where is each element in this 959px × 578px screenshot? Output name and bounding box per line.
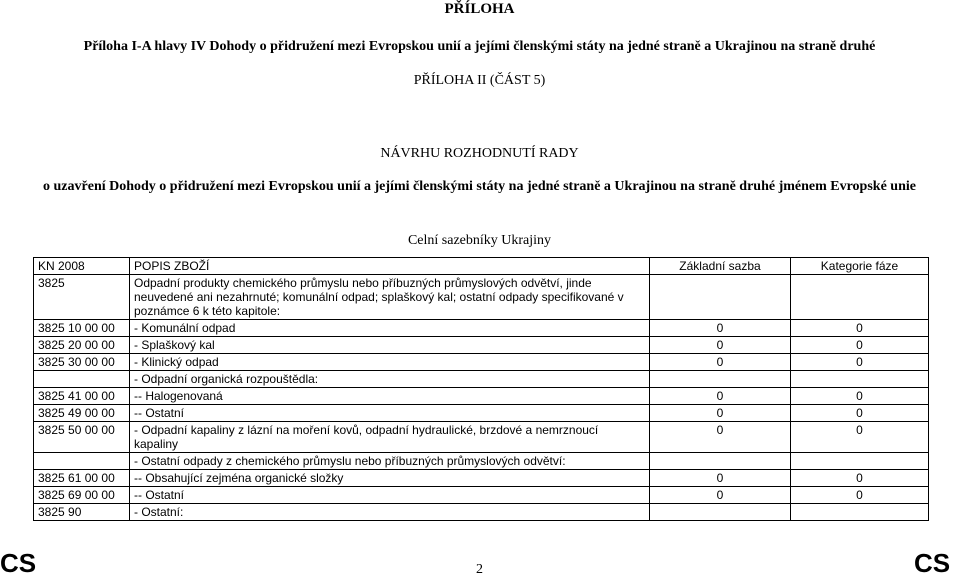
staging-category-cell bbox=[791, 453, 929, 470]
base-rate-cell: 0 bbox=[650, 405, 791, 422]
goods-description-cell: -- Ostatní bbox=[130, 405, 650, 422]
column-header-kn: KN 2008 bbox=[34, 258, 130, 275]
base-rate-cell: 0 bbox=[650, 470, 791, 487]
goods-description-cell: - Klinický odpad bbox=[130, 354, 650, 371]
kn-code-cell: 3825 90 bbox=[34, 504, 130, 521]
kn-code-cell bbox=[34, 371, 130, 388]
table-row bbox=[34, 337, 929, 354]
staging-category-cell: 0 bbox=[791, 487, 929, 504]
goods-description-cell: - Odpadní kapaliny z lázní na moření kovů, odpadní hydraulické, brzdové a nemrznoucí kapaliny bbox=[130, 422, 650, 453]
base-rate-cell: 0 bbox=[650, 320, 791, 337]
proposal-subtitle: o uzavření Dohody o přidružení mezi Evropskou unií a jejími členskými státy na jedné straně a Ukrajinou na straně druhé jménem Evropské unie bbox=[43, 179, 916, 194]
column-header-category: Kategorie fáze bbox=[791, 258, 929, 275]
goods-description-cell: -- Ostatní bbox=[130, 487, 650, 504]
table-row bbox=[34, 405, 929, 422]
staging-category-cell bbox=[791, 275, 929, 320]
staging-category-cell: 0 bbox=[791, 337, 929, 354]
table-row bbox=[34, 320, 929, 337]
table-header-row bbox=[34, 258, 929, 275]
kn-code-cell: 3825 61 00 00 bbox=[34, 470, 130, 487]
base-rate-cell bbox=[650, 275, 791, 320]
language-code-right: CS bbox=[914, 548, 951, 578]
base-rate-cell: 0 bbox=[650, 337, 791, 354]
kn-code-cell: 3825 bbox=[34, 275, 130, 320]
goods-description-cell: - Odpadní organická rozpouštědla: bbox=[130, 371, 650, 388]
column-header-base-rate: Základní sazba bbox=[650, 258, 791, 275]
language-code-left: CS bbox=[0, 548, 37, 578]
annex-title: PŘÍLOHA bbox=[444, 1, 515, 17]
annex-part-title: PŘÍLOHA II (ČÁST 5) bbox=[413, 73, 546, 88]
base-rate-cell: 0 bbox=[650, 388, 791, 405]
base-rate-cell: 0 bbox=[650, 354, 791, 371]
kn-code-cell: 3825 49 00 00 bbox=[34, 405, 130, 422]
staging-category-cell bbox=[791, 371, 929, 388]
staging-category-cell: 0 bbox=[791, 320, 929, 337]
goods-description-cell: - Splaškový kal bbox=[130, 337, 650, 354]
base-rate-cell bbox=[650, 453, 791, 470]
kn-code-cell bbox=[34, 453, 130, 470]
page-number: 2 bbox=[476, 562, 483, 577]
table-row bbox=[34, 354, 929, 371]
kn-code-cell: 3825 41 00 00 bbox=[34, 388, 130, 405]
staging-category-cell bbox=[791, 504, 929, 521]
staging-category-cell: 0 bbox=[791, 422, 929, 453]
table-row bbox=[34, 504, 929, 521]
kn-code-cell: 3825 30 00 00 bbox=[34, 354, 130, 371]
staging-category-cell: 0 bbox=[791, 470, 929, 487]
goods-description-cell: -- Halogenovaná bbox=[130, 388, 650, 405]
staging-category-cell: 0 bbox=[791, 405, 929, 422]
goods-description-cell: - Komunální odpad bbox=[130, 320, 650, 337]
goods-description-cell: Odpadní produkty chemického průmyslu nebo příbuzných průmyslových odvětví, jinde neuvedené ani nezahrnuté; komunální odpad; splaškový kal; ostatní odpady specifikované v poznámce 6 k této kapitole: bbox=[130, 275, 650, 320]
base-rate-cell: 0 bbox=[650, 422, 791, 453]
base-rate-cell bbox=[650, 504, 791, 521]
column-header-description: POPIS ZBOŽÍ bbox=[130, 258, 650, 275]
table-row bbox=[34, 470, 929, 487]
table-row bbox=[34, 388, 929, 405]
table-row bbox=[34, 453, 929, 470]
kn-code-cell: 3825 50 00 00 bbox=[34, 422, 130, 453]
proposal-title: NÁVRHU ROZHODNUTÍ RADY bbox=[380, 146, 579, 161]
annex-subtitle: Příloha I-A hlavy IV Dohody o přidružení mezi Evropskou unií a jejími členskými státy na jedné straně a Ukrajinou na straně druhé bbox=[83, 39, 876, 54]
table-row bbox=[34, 487, 929, 504]
table-row bbox=[34, 422, 929, 453]
kn-code-cell: 3825 20 00 00 bbox=[34, 337, 130, 354]
kn-code-cell: 3825 69 00 00 bbox=[34, 487, 130, 504]
base-rate-cell bbox=[650, 371, 791, 388]
tariff-schedule-title: Celní sazebníky Ukrajiny bbox=[407, 233, 552, 248]
staging-category-cell: 0 bbox=[791, 388, 929, 405]
table-row bbox=[34, 275, 929, 320]
goods-description-cell: - Ostatní odpady z chemického průmyslu nebo příbuzných průmyslových odvětví: bbox=[130, 453, 650, 470]
kn-code-cell: 3825 10 00 00 bbox=[34, 320, 130, 337]
goods-description-cell: -- Obsahující zejména organické složky bbox=[130, 470, 650, 487]
goods-description-cell: - Ostatní: bbox=[130, 504, 650, 521]
table-row bbox=[34, 371, 929, 388]
base-rate-cell: 0 bbox=[650, 487, 791, 504]
tariff-table bbox=[33, 257, 929, 521]
staging-category-cell: 0 bbox=[791, 354, 929, 371]
